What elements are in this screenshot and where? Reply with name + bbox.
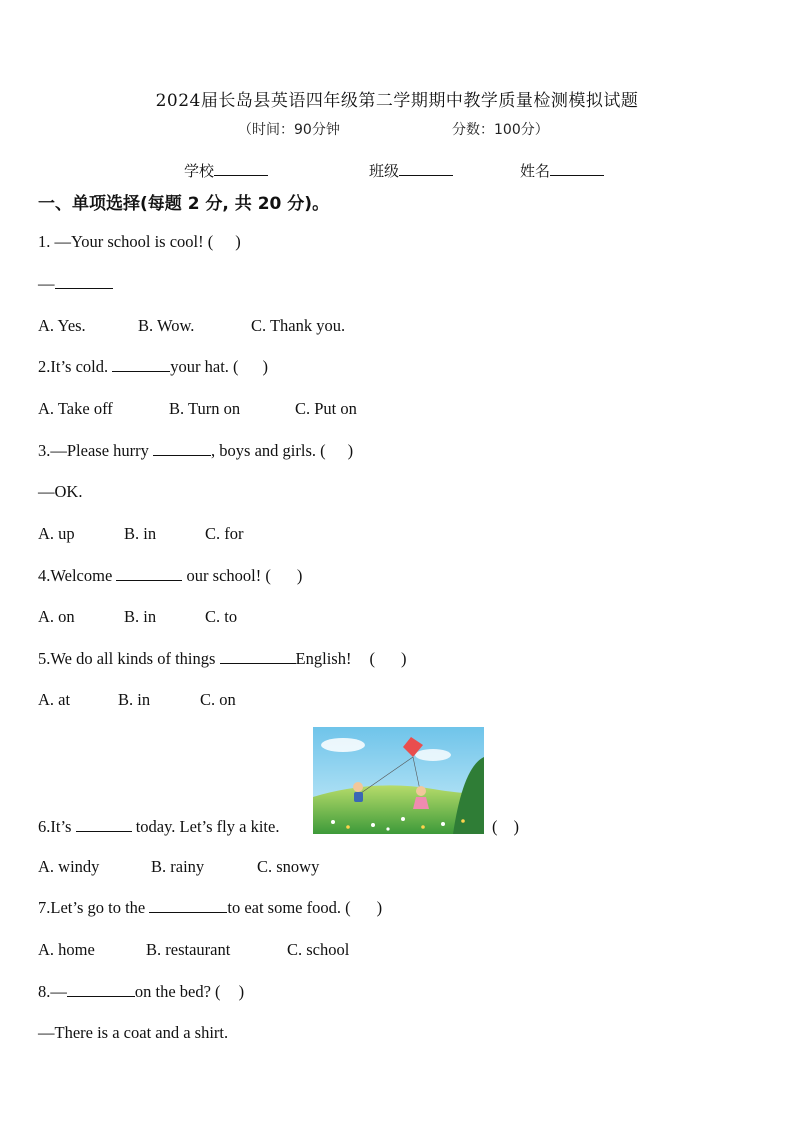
question-3: 3.—Please hurry , boys and girls. ( ) (38, 441, 354, 460)
class-label: 班级 (369, 162, 400, 180)
answer-blank[interactable] (76, 817, 132, 832)
question-6-paren: ( ) (492, 817, 519, 836)
option-c[interactable]: C. snowy (257, 857, 320, 876)
answer-blank[interactable] (112, 357, 170, 372)
option-a[interactable]: A. Yes. (38, 316, 86, 335)
answer-blank[interactable] (55, 274, 113, 289)
question-8: 8.— on the bed? ( ) (38, 982, 245, 1001)
option-c[interactable]: C. Put on (295, 399, 357, 418)
question-1-reply: — (38, 274, 113, 294)
school-field[interactable] (184, 160, 268, 181)
exam-time: （时间：90分钟 (238, 122, 340, 138)
answer-blank[interactable] (149, 898, 227, 913)
question-2: 2.It’s cold. your hat. ( ) (38, 357, 269, 376)
question-8-reply: —There is a coat and a shirt. (38, 1023, 229, 1042)
option-a[interactable]: A. at (38, 690, 71, 709)
option-a[interactable]: A. Take off (38, 399, 113, 418)
class-blank[interactable] (399, 161, 453, 176)
class-field[interactable] (369, 160, 453, 181)
name-label: 姓名 (520, 162, 551, 180)
option-b[interactable]: B. Turn on (169, 399, 241, 418)
answer-blank[interactable] (116, 566, 182, 581)
option-a[interactable]: A. on (38, 607, 75, 626)
question-3-reply: —OK. (38, 482, 83, 501)
answer-blank[interactable] (67, 982, 135, 997)
option-b[interactable]: B. in (118, 690, 151, 709)
option-a[interactable]: A. up (38, 524, 75, 543)
name-field[interactable] (520, 160, 604, 181)
question-4: 4.Welcome our school! ( ) (38, 566, 303, 585)
option-b[interactable]: B. restaurant (146, 940, 231, 959)
option-c[interactable]: C. Thank you. (251, 316, 346, 335)
name-blank[interactable] (550, 161, 604, 176)
option-c[interactable]: C. school (287, 940, 350, 959)
question-6: 6.It’s today. Let’s fly a kite. (38, 817, 280, 836)
exam-score: 分数：100分） (452, 122, 549, 138)
option-b[interactable]: B. rainy (151, 857, 205, 876)
option-c[interactable]: C. on (200, 690, 236, 709)
option-c[interactable]: C. for (205, 524, 244, 543)
option-b[interactable]: B. in (124, 607, 157, 626)
question-7: 7.Let’s go to the to eat some food. ( ) (38, 898, 383, 917)
option-b[interactable]: B. Wow. (138, 316, 195, 335)
option-a[interactable]: A. home (38, 940, 95, 959)
question-5: 5.We do all kinds of things English! ( ) (38, 649, 407, 668)
option-c[interactable]: C. to (205, 607, 238, 626)
option-b[interactable]: B. in (124, 524, 157, 543)
section-heading: 一、单项选择(每题 2 分, 共 20 分)。 (38, 194, 330, 214)
answer-blank[interactable] (153, 441, 211, 456)
page-title: 2024届长岛县英语四年级第二学期期中教学质量检测模拟试题 (155, 91, 639, 111)
kite-flying-illustration (313, 727, 484, 834)
school-label: 学校 (184, 162, 215, 180)
option-a[interactable]: A. windy (38, 857, 100, 876)
question-1: 1. —Your school is cool! ( ) (38, 232, 241, 251)
school-blank[interactable] (214, 161, 268, 176)
answer-blank[interactable] (220, 649, 296, 664)
